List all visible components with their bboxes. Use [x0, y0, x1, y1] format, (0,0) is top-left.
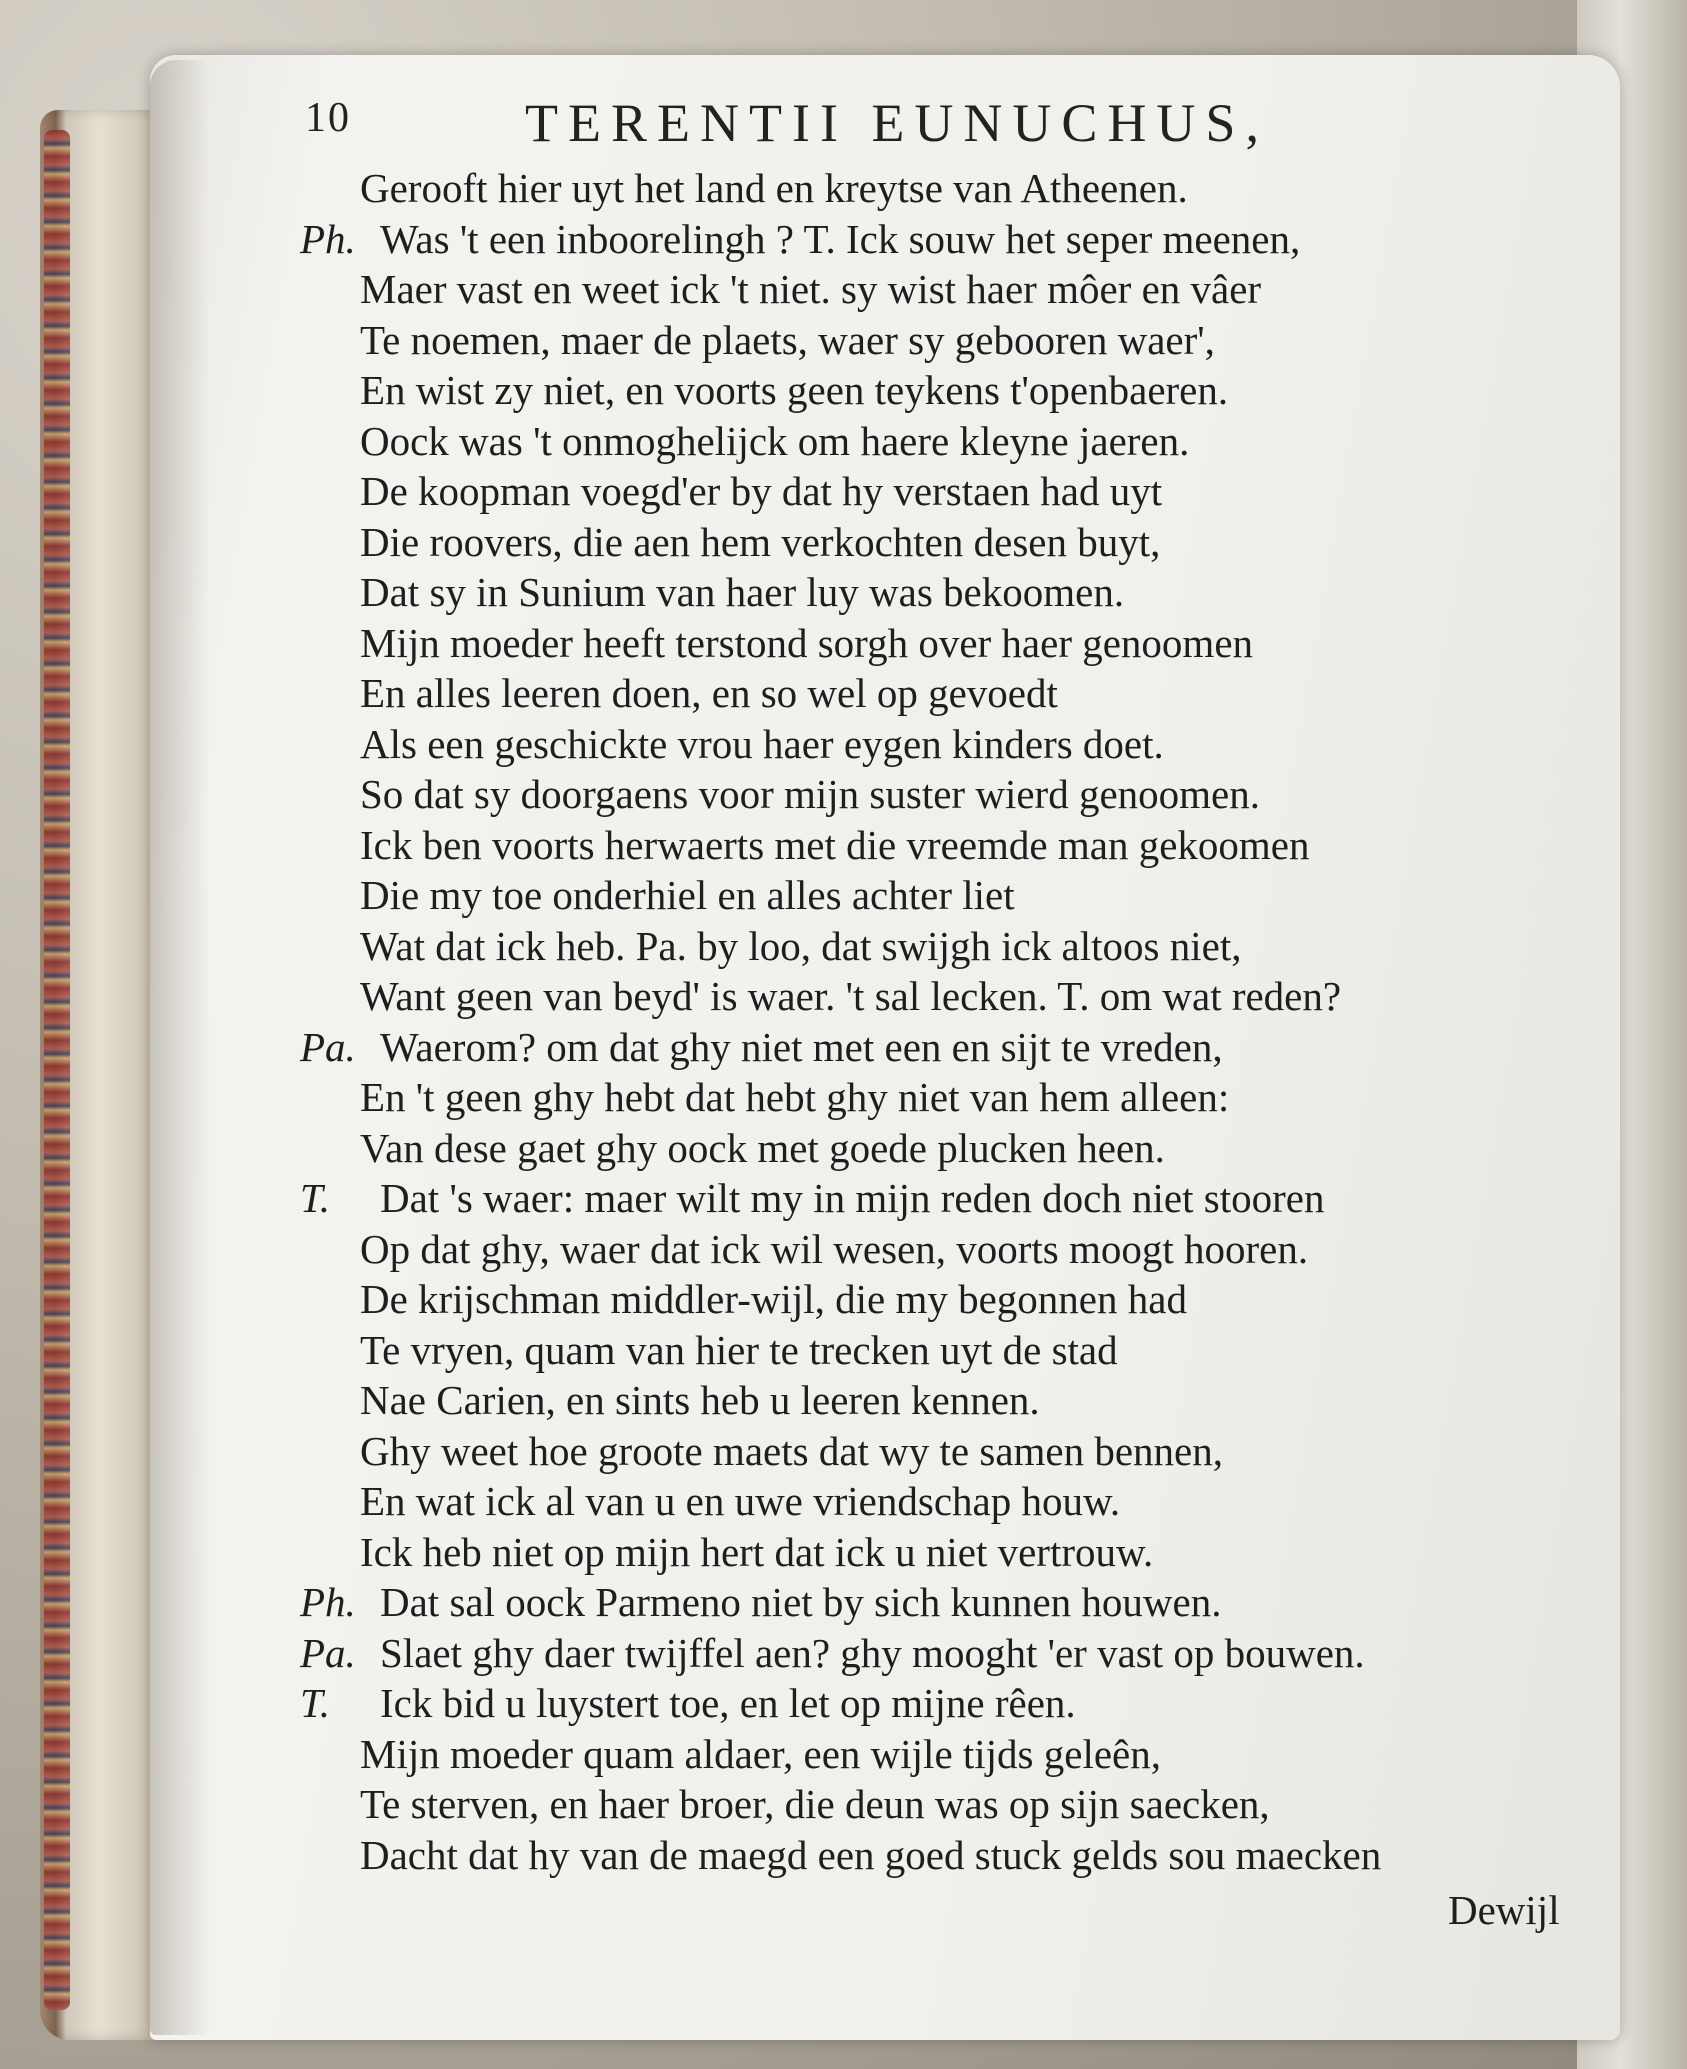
- line-text: En wist zy niet, en voorts geen teykens t'openbaeren.: [360, 367, 1229, 413]
- line-text: En alles leeren doen, en so wel op gevoedt: [360, 670, 1058, 716]
- verse-line: [360, 870, 1015, 920]
- verse-line: [360, 466, 1162, 516]
- line-text: De koopman voegd'er by dat hy verstaen had uyt: [360, 468, 1163, 514]
- verse-line: [360, 315, 1215, 365]
- verse-line: [360, 264, 1261, 314]
- verse-line: [360, 163, 1188, 213]
- line-text: Te vryen, quam van hier te trecken uyt de stad: [360, 1326, 1118, 1373]
- verse-line: [360, 1779, 1270, 1829]
- line-text: Ick bid u luystert toe, en let op mijne rêen.: [380, 1680, 1076, 1726]
- line-text: Ghy weet hoe groote maets dat wy te samen bennen,: [360, 1427, 1224, 1474]
- verse-line: [360, 719, 1164, 769]
- verse-line: [360, 820, 1310, 870]
- speaker-label: Ph.: [300, 215, 356, 262]
- line-text: Als een geschickte vrou haer eygen kinders doet.: [360, 720, 1164, 767]
- line-text: Oock was 't onmoghelijck om haere kleyne jaeren.: [360, 417, 1190, 464]
- line-text: Wat dat ick heb. Pa. by loo, dat swijgh ick altoos niet,: [360, 922, 1242, 969]
- verse-line: [300, 1577, 1221, 1627]
- line-text: Op dat ghy, waer dat ick wil wesen, voorts moogt hooren.: [360, 1225, 1309, 1272]
- verse-line: [360, 1830, 1381, 1880]
- speaker-label: Pa.: [300, 1023, 356, 1070]
- line-text: Dacht dat hy van de maegd een goed stuck gelds sou maecken: [360, 1831, 1382, 1878]
- verse-line: [360, 618, 1253, 668]
- verse-line: [360, 1072, 1229, 1122]
- line-text: Ick heb niet op mijn hert dat ick u niet vertrouw.: [360, 1528, 1154, 1575]
- verse-line: [360, 517, 1160, 567]
- speaker-label: Pa.: [300, 1629, 356, 1676]
- line-text: En wat ick al van u en uwe vriendschap houw.: [360, 1478, 1121, 1524]
- line-text: En 't geen ghy hebt dat hebt ghy niet van hem alleen:: [360, 1074, 1230, 1120]
- line-text: Nae Carien, en sints heb u leeren kennen.: [360, 1377, 1040, 1423]
- line-text: Te sterven, en haer broer, die deun was op sijn saecken,: [360, 1781, 1270, 1827]
- line-text: Gerooft hier uyt het land en kreytse van Atheenen.: [360, 165, 1188, 211]
- line-text: Te noemen, maer de plaets, waer sy gebooren waer',: [360, 316, 1215, 363]
- line-text: Maer vast en weet ick 't niet. sy wist haer môer en vâer: [360, 266, 1262, 312]
- verse-line: [360, 1123, 1165, 1173]
- verse-line: [360, 1476, 1120, 1526]
- line-text: Dat 's waer: maer wilt my in mijn reden doch niet stooren: [380, 1175, 1325, 1221]
- speaker-label: T.: [300, 1680, 331, 1726]
- verse-line: [360, 921, 1241, 971]
- verse-line: [360, 416, 1189, 466]
- verse-line: [360, 1729, 1161, 1779]
- line-text: Slaet ghy daer twijffel aen? ghy mooght 'er vast op bouwen.: [380, 1629, 1365, 1676]
- line-text: So dat sy doorgaens voor mijn suster wierd genoomen.: [360, 771, 1260, 817]
- verse-line: [360, 971, 1341, 1021]
- line-text: Waerom? om dat ghy niet met een en sijt te vreden,: [380, 1023, 1223, 1070]
- verse-line: [360, 1274, 1187, 1324]
- line-text: Mijn moeder heeft terstond sorgh over haer genoomen: [360, 619, 1254, 666]
- running-title: TERENTII EUNUCHUS,: [525, 93, 1269, 153]
- verse-line: [300, 1678, 1076, 1728]
- verse-line: [360, 1527, 1153, 1577]
- line-text: Van dese gaet ghy oock met goede plucken heen.: [360, 1124, 1165, 1171]
- verse-line: [360, 1224, 1308, 1274]
- verse-line: [360, 769, 1260, 819]
- line-text: Die my toe onderhiel en alles achter liet: [360, 872, 1015, 918]
- speaker-label: Ph.: [300, 1579, 356, 1625]
- catchword: Dewijl: [1448, 1887, 1560, 1933]
- gutter-shadow: [150, 60, 210, 2035]
- line-text: Mijn moeder quam aldaer, een wijle tijds geleên,: [360, 1730, 1162, 1777]
- line-text: Want geen van beyd' is waer. 't sal lecken. T. om wat reden?: [360, 973, 1342, 1019]
- line-text: Die roovers, die aen hem verkochten desen buyt,: [360, 518, 1161, 565]
- line-text: Dat sal oock Parmeno niet by sich kunnen houwen.: [380, 1579, 1222, 1625]
- marbled-edge: [44, 130, 70, 2010]
- line-text: Dat sy in Sunium van haer luy was bekoomen.: [360, 569, 1125, 615]
- running-header: [305, 92, 1405, 162]
- line-text: Was 't een inboorelingh ? T. Ick souw het seper meenen,: [380, 215, 1301, 262]
- verse-line: [360, 567, 1124, 617]
- verse-line: [300, 1173, 1324, 1223]
- speaker-label: T.: [300, 1175, 331, 1221]
- verse-line: [300, 214, 1300, 264]
- line-text: Ick ben voorts herwaerts met die vreemde man gekoomen: [360, 821, 1310, 868]
- verse-line: [360, 1375, 1040, 1425]
- verse-line: [360, 668, 1058, 718]
- verse-line: [360, 1426, 1223, 1476]
- verse-line: [300, 1628, 1365, 1678]
- verse-line: [360, 365, 1228, 415]
- verse-line: [360, 1325, 1118, 1375]
- page-number: 10: [305, 95, 351, 141]
- verse-line: [300, 1022, 1223, 1072]
- line-text: De krijschman middler-wijl, die my begonnen had: [360, 1276, 1187, 1322]
